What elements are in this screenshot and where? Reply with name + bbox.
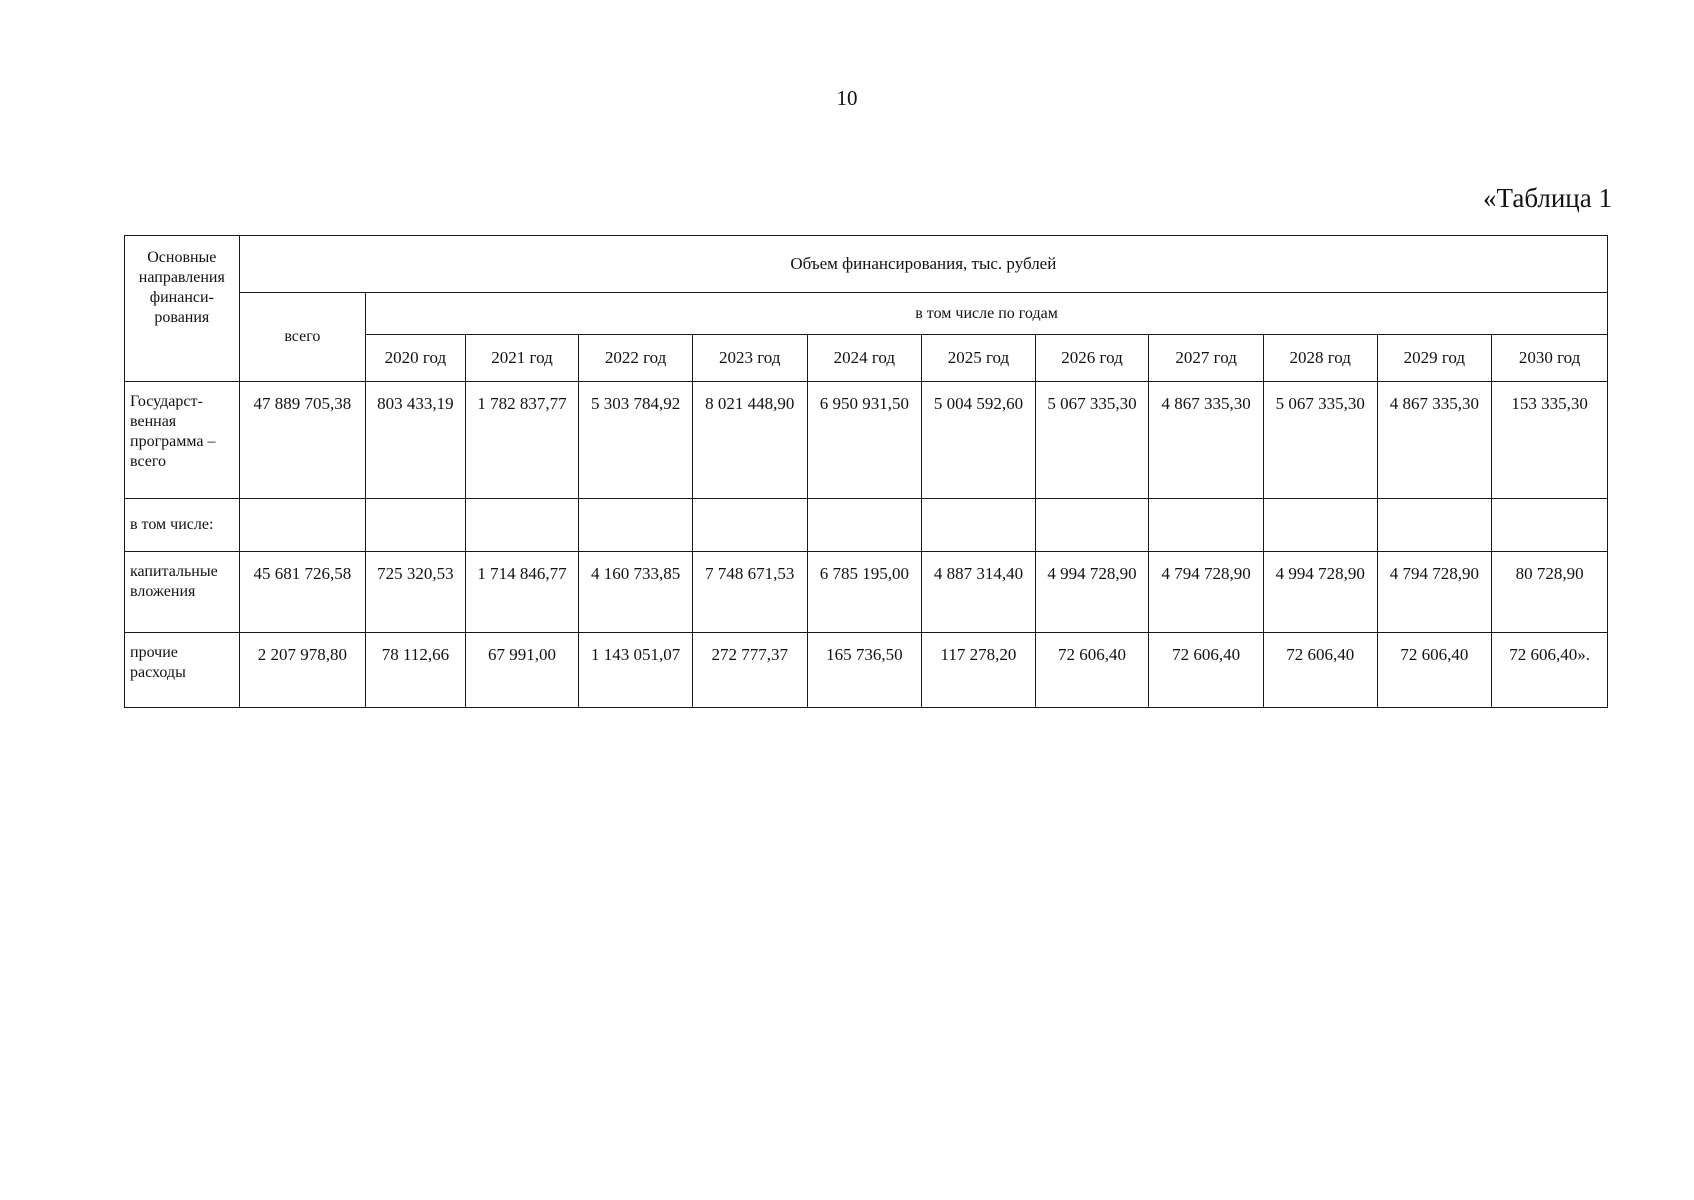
cell-value: 272 777,37 [692,633,807,708]
header-year: 2022 год [579,335,693,382]
cell-value: 6 950 931,50 [807,382,922,499]
cell-value: 4 794 728,90 [1377,552,1492,633]
header-year: 2021 год [465,335,579,382]
cell-value: 8 021 448,90 [692,382,807,499]
cell-total: 47 889 705,38 [239,382,365,499]
cell-value [1035,499,1149,552]
row-label: в том числе: [125,499,240,552]
cell-value [692,499,807,552]
cell-value: 5 067 335,30 [1263,382,1377,499]
cell-value [579,499,693,552]
header-funding-volume: Объем финансирования, тыс. рублей [239,236,1607,293]
cell-value: 72 606,40 [1377,633,1492,708]
cell-total [239,499,365,552]
header-year: 2024 год [807,335,922,382]
cell-value: 1 143 051,07 [579,633,693,708]
cell-value: 1 782 837,77 [465,382,579,499]
cell-value: 725 320,53 [366,552,466,633]
cell-value: 165 736,50 [807,633,922,708]
header-year: 2020 год [366,335,466,382]
cell-value: 117 278,20 [922,633,1036,708]
cell-value [922,499,1036,552]
cell-value: 72 606,40». [1492,633,1608,708]
header-year: 2029 год [1377,335,1492,382]
cell-value: 72 606,40 [1035,633,1149,708]
row-label: прочие расходы [125,633,240,708]
cell-value: 4 994 728,90 [1035,552,1149,633]
header-year: 2028 год [1263,335,1377,382]
cell-total: 2 207 978,80 [239,633,365,708]
cell-total: 45 681 726,58 [239,552,365,633]
row-label: Государст- венная программа – всего [125,382,240,499]
cell-value: 72 606,40 [1263,633,1377,708]
cell-value [807,499,922,552]
financing-table [124,235,1608,708]
cell-value [1149,499,1264,552]
table-row-other-expenses [125,633,1608,708]
cell-value: 72 606,40 [1149,633,1264,708]
cell-value: 803 433,19 [366,382,466,499]
header-year: 2030 год [1492,335,1608,382]
cell-value: 4 794 728,90 [1149,552,1264,633]
cell-value [465,499,579,552]
cell-value: 5 067 335,30 [1035,382,1149,499]
table-row-capital-investments [125,552,1608,633]
cell-value: 78 112,66 [366,633,466,708]
header-year: 2023 год [692,335,807,382]
page-number: 10 [836,86,858,110]
cell-value: 153 335,30 [1492,382,1608,499]
cell-value: 80 728,90 [1492,552,1608,633]
header-year: 2027 год [1149,335,1264,382]
header-row-2 [125,293,1608,335]
cell-value: 4 867 335,30 [1377,382,1492,499]
table-row-including [125,499,1608,552]
cell-value: 67 991,00 [465,633,579,708]
cell-value: 4 887 314,40 [922,552,1036,633]
cell-value: 4 160 733,85 [579,552,693,633]
cell-value [1377,499,1492,552]
cell-value: 6 785 195,00 [807,552,922,633]
cell-value [366,499,466,552]
table-caption: «Таблица 1 [1483,183,1612,213]
cell-value: 5 303 784,92 [579,382,693,499]
header-by-years: в том числе по годам [366,293,1608,335]
header-total: всего [239,293,365,382]
cell-value: 5 004 592,60 [922,382,1036,499]
cell-value [1492,499,1608,552]
cell-value: 4 994 728,90 [1263,552,1377,633]
header-direction: Основные направления финанси- рования [125,236,240,382]
cell-value [1263,499,1377,552]
header-year: 2026 год [1035,335,1149,382]
cell-value: 7 748 671,53 [692,552,807,633]
header-row-1 [125,236,1608,293]
table-row-program-total [125,382,1608,499]
cell-value: 1 714 846,77 [465,552,579,633]
header-year: 2025 год [922,335,1036,382]
row-label: капитальные вложения [125,552,240,633]
cell-value: 4 867 335,30 [1149,382,1264,499]
